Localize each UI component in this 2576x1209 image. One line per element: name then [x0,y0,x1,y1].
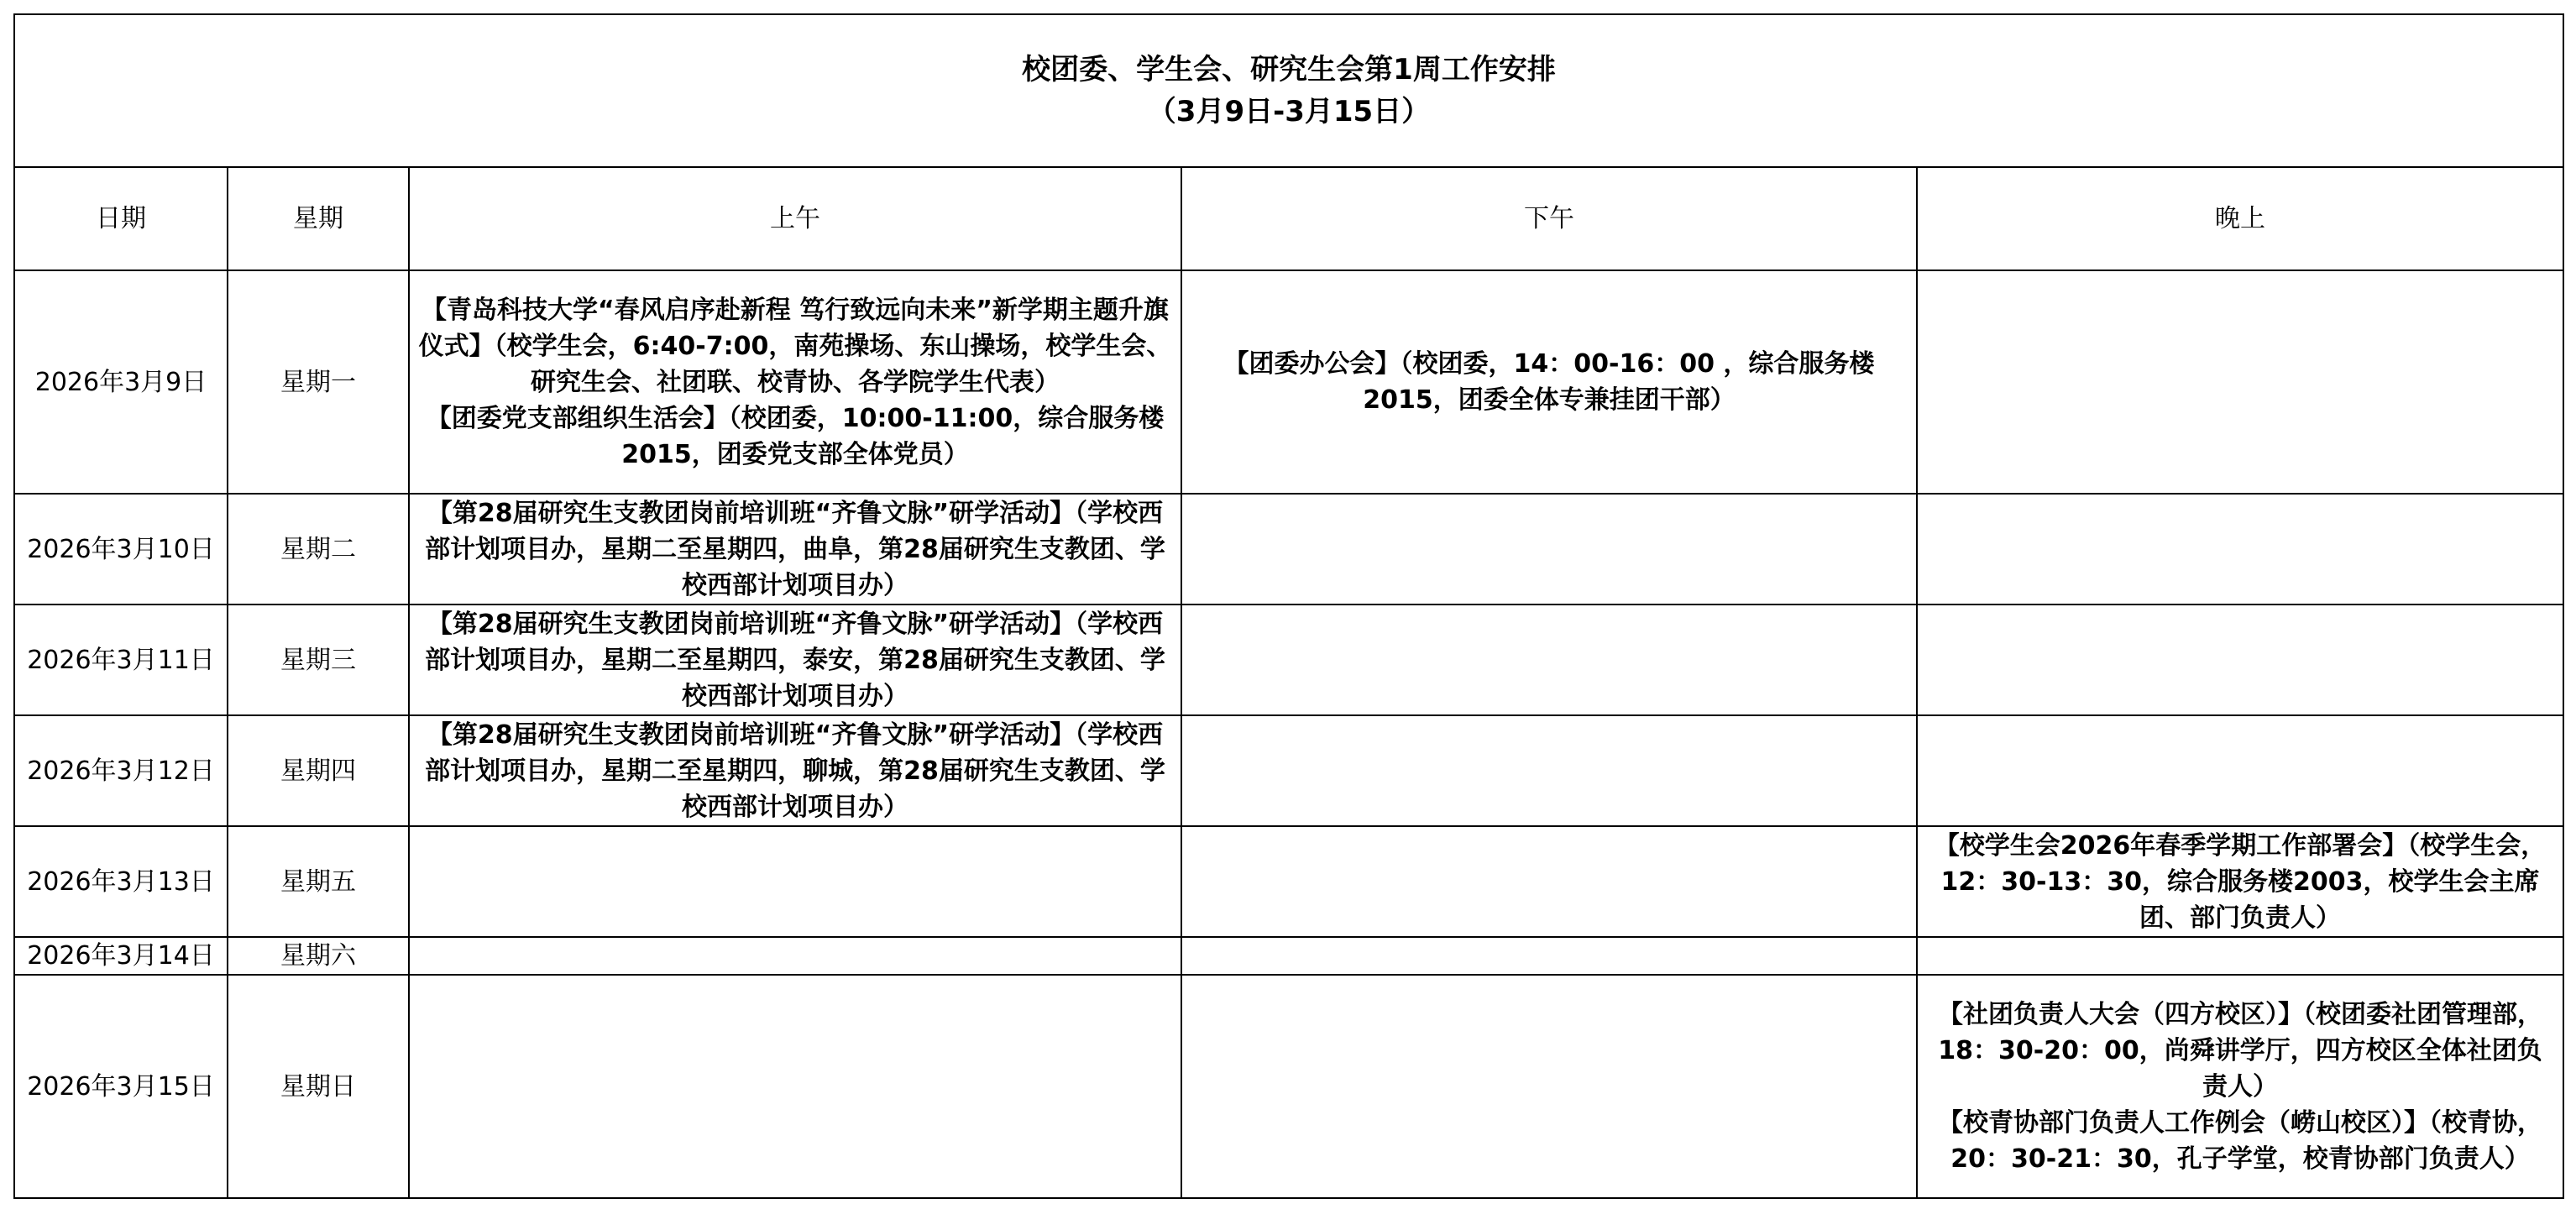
date-cell: 2026年3月9日 [14,270,228,494]
header-weekday: 星期 [228,167,409,270]
event-entry: 【社团负责人大会（四方校区）】（校团委社团管理部，18：30-20：00，尚舜讲学厅，四方校区全体社团负责人） [1938,999,2542,1102]
date-cell: 2026年3月12日 [14,715,228,826]
schedule-table [13,13,2564,1199]
event-entry: 【第28届研究生支教团岗前培训班“齐鲁文脉”研学活动】（学校西部计划项目办，星期二至星期四，聊城，第28届研究生支教团、学校西部计划项目办） [425,720,1165,822]
afternoon-cell [1181,604,1917,715]
evening-cell [1917,604,2563,715]
header-morning: 上午 [409,167,1181,270]
header-row [14,167,2563,270]
event-entry: 【第28届研究生支教团岗前培训班“齐鲁文脉”研学活动】（学校西部计划项目办，星期二至星期四，泰安，第28届研究生支教团、学校西部计划项目办） [425,609,1165,711]
afternoon-cell [1181,937,1917,975]
title-text: 校团委、学生会、研究生会第1周工作安排 [1022,53,1556,86]
evening-cell [1917,715,2563,826]
date-cell: 2026年3月13日 [14,826,228,937]
date-cell: 2026年3月15日 [14,975,228,1198]
afternoon-cell [1181,715,1917,826]
morning-cell [409,937,1181,975]
evening-cell [1917,937,2563,975]
morning-cell [409,604,1181,715]
weekday-cell: 星期三 [228,604,409,715]
event-entry: 【第28届研究生支教团岗前培训班“齐鲁文脉”研学活动】（学校西部计划项目办，星期二至星期四，曲阜，第28届研究生支教团、学校西部计划项目办） [425,498,1165,600]
morning-cell [409,975,1181,1198]
evening-cell [1917,826,2563,937]
afternoon-cell [1181,975,1917,1198]
table-row [14,826,2563,937]
morning-cell [409,826,1181,937]
table-row [14,494,2563,604]
weekday-cell: 星期二 [228,494,409,604]
morning-cell [409,715,1181,826]
date-cell: 2026年3月11日 [14,604,228,715]
table-row [14,715,2563,826]
table-row [14,975,2563,1198]
afternoon-cell [1181,826,1917,937]
event-entry: 【校学生会2026年春季学期工作部署会】（校学生会，12：30-13：30，综合服务楼2003，校学生会主席团、部门负责人） [1934,830,2547,933]
table-row [14,604,2563,715]
event-entry: 【校青协部门负责人工作例会（崂山校区）】（校青协，20：30-21：30，孔子学堂，校青协部门负责人） [1938,1107,2542,1174]
header-date: 日期 [14,167,228,270]
weekday-cell: 星期一 [228,270,409,494]
header-evening: 晚上 [1917,167,2563,270]
date-cell: 2026年3月10日 [14,494,228,604]
table-row [14,937,2563,975]
event-entry: 【团委党支部组织生活会】（校团委，10:00-11:00，综合服务楼2015，团委党支部全体党员） [426,403,1165,469]
evening-cell [1917,270,2563,494]
morning-cell [409,270,1181,494]
evening-cell [1917,494,2563,604]
event-entry: 【团委办公会】（校团委，14：00-16：00 ，综合服务楼2015，团委全体专兼挂团干部） [1223,349,1875,415]
table-title [14,14,2563,167]
date-cell: 2026年3月14日 [14,937,228,975]
weekday-cell: 星期四 [228,715,409,826]
event-entry: 【青岛科技大学“春风启序赴新程 笃行致远向未来”新学期主题升旗仪式】（校学生会，6:40-7:00，南苑操场、东山操场，校学生会、研究生会、社团联、校青协、各学院学生代表） [418,295,1172,397]
morning-cell [409,494,1181,604]
weekday-cell: 星期日 [228,975,409,1198]
weekday-cell: 星期五 [228,826,409,937]
table-row [14,270,2563,494]
afternoon-cell [1181,270,1917,494]
header-afternoon: 下午 [1181,167,1917,270]
weekday-cell: 星期六 [228,937,409,975]
date-range-text: （3月9日-3月15日） [1147,95,1431,128]
evening-cell [1917,975,2563,1198]
title-row [14,14,2563,167]
afternoon-cell [1181,494,1917,604]
